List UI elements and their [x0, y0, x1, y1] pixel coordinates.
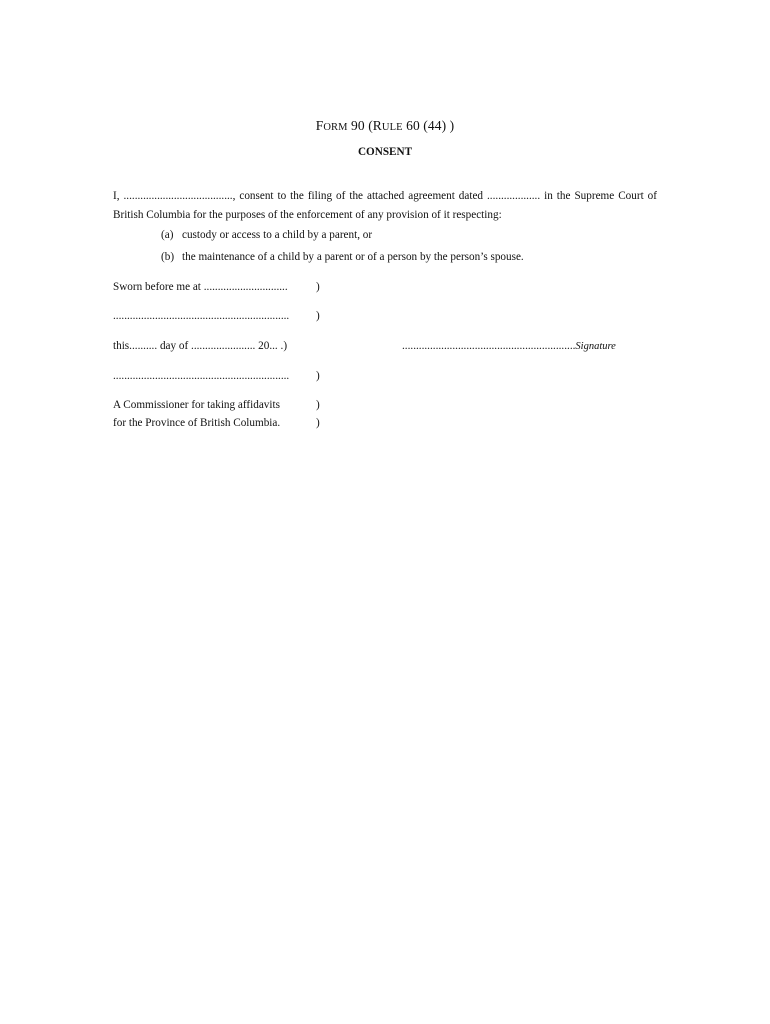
signature-field[interactable]: ..............................................................: [402, 340, 576, 352]
title-part: 60 (44) ): [402, 118, 455, 133]
list-item-a: [161, 229, 372, 241]
day-field[interactable]: ..........: [129, 340, 158, 352]
list-item-text: the maintenance of a child by a parent or of a person by the person’s spouse.: [182, 251, 524, 263]
commissioner-line-1: A Commissioner for taking affidavits: [113, 399, 280, 411]
year-prefix: 20: [255, 340, 270, 352]
sworn-blank-line[interactable]: ...............................................................: [113, 310, 290, 322]
bracket-mark: ): [316, 310, 320, 322]
title-part: ULE: [381, 122, 403, 133]
title-part: 90 (R: [347, 118, 382, 133]
year-suffix: .): [277, 340, 288, 352]
signature-line: [402, 340, 616, 352]
title-part: F: [315, 118, 324, 133]
month-field[interactable]: .......................: [191, 340, 256, 352]
list-item-b: [161, 251, 524, 263]
bracket-mark: ): [316, 281, 320, 293]
signature-label: Signature: [575, 341, 616, 352]
this-label: this: [113, 340, 130, 352]
bracket-mark: ): [316, 370, 320, 382]
commissioner-line-2: for the Province of British Columbia.: [113, 417, 281, 429]
day-of-label: day of: [157, 340, 192, 352]
consent-prefix: I,: [113, 190, 124, 202]
year-field[interactable]: ...: [269, 340, 278, 352]
sworn-place-field[interactable]: ..............................: [203, 281, 288, 293]
name-field[interactable]: .......................................,: [123, 190, 236, 202]
commissioner-blank-line[interactable]: ...............................................................: [113, 370, 290, 382]
form-title: [0, 118, 770, 134]
list-marker: (b): [161, 251, 175, 263]
list-marker: (a): [161, 229, 174, 241]
form-heading: CONSENT: [357, 146, 413, 158]
bracket-mark: ): [316, 417, 320, 429]
sworn-date-line: [113, 340, 287, 352]
consent-text: consent to the filing of the attached agreement dated: [235, 190, 487, 202]
list-item-text: custody or access to a child by a parent, or: [182, 229, 373, 241]
consent-paragraph: [113, 187, 657, 225]
consent-text: . in the Supreme Court of British Columbia for the purposes of the enforcement of any provision of it respecting:: [113, 190, 657, 221]
agreement-date-field[interactable]: ..................: [487, 190, 538, 202]
bracket-mark: ): [316, 399, 320, 411]
sworn-line: [113, 281, 288, 293]
sworn-label: Sworn before me at: [113, 281, 204, 293]
title-part: ORM: [323, 122, 348, 133]
